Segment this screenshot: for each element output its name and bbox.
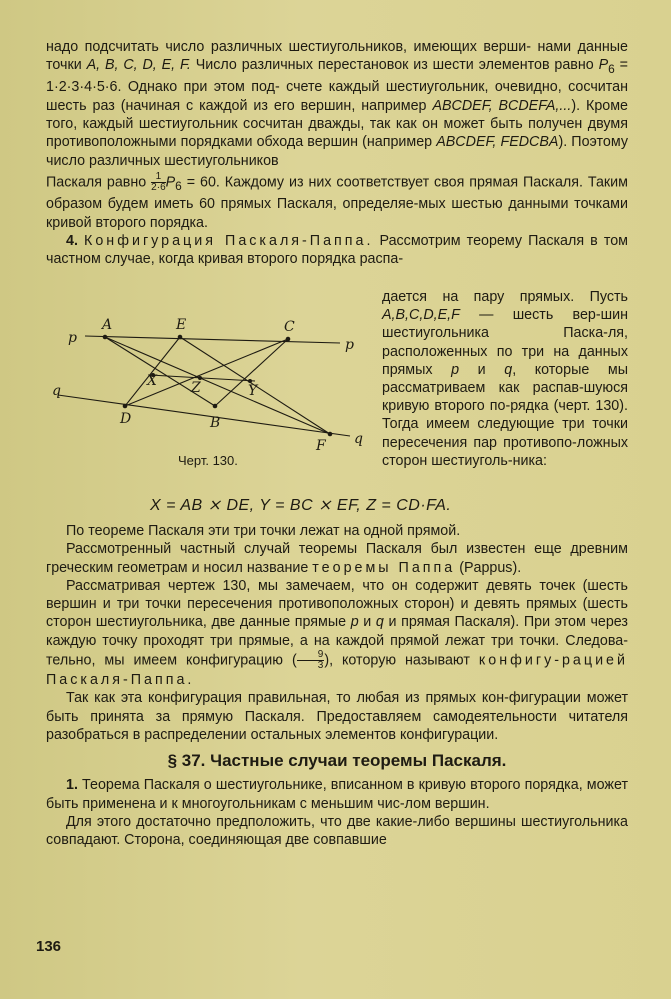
point-C — [286, 337, 291, 342]
paragraph-5: Рассматривая чертеж 130, мы замечаем, что он содержит девять точек (шесть вершин и три точки пересечения противоположных сторон) и девять прямых (шесть сторон шестиугольника, две данные прямые p и q и прямая Паскаля). При этом через каждую точку проходят три прямые, а на каждой прямой лежат три точки. Следова-тельно, мы имеем конфигурацию ( $\frac{9}{3}$ ), которую называют конфигу-рацией Паскаля-Паппа. — [46, 577, 628, 689]
label-C: C — [284, 319, 295, 335]
paragraph-6: Так как эта конфигурация правильная, то любая из прямых кон-фигурации может быть принята за прямую Паскаля. Предоставляем самодеятельности читателя разобраться в распределении остальных элементов конфигурации. — [46, 690, 628, 743]
paragraph-4: Рассмотренный частный случай теоремы Паскаля был известен еще древним греческим геометрам и носил название теоремы Паппа (Pappus). — [46, 541, 628, 576]
label-E: E — [176, 317, 187, 333]
label-F: F — [316, 438, 326, 454]
label-X: X — [147, 373, 157, 389]
paragraph-7: 1. Теорема Паскаля о шестиугольнике, вписанном в кривую второго порядка, может быть применена и к многоугольникам с меньшим чис-лом вершин. — [46, 777, 628, 812]
section-4-intro: 4. Конфигурация Паскаля-Паппа. Рассмотрим теорему Паскаля в том частном случае, когда кривая второго порядка распа- — [46, 232, 628, 268]
page-number: 136 — [36, 938, 62, 955]
point-A — [103, 335, 108, 340]
line-p — [85, 336, 340, 343]
label-q-right: q — [354, 431, 363, 447]
wrapped-text: дается на пару прямых. Пусть A,B,C,D,E,F — шесть вер-шин шестиугольника Паска-ля, расположенных по три на данных прямых p и q, которые мы рассматриваем как распав-шуюся кривую второго по-рядка (черт. 130). Тогда имеем следующие три точки пересечения пар противопо-ложных сторон шестиуголь-ника: — [382, 289, 629, 469]
figure-caption: Черт. 130. — [178, 453, 238, 468]
label-A: A — [102, 317, 113, 333]
paragraph-8: Для этого достаточно предположить, что две какие-либо вершины шестиугольника совпадают. Сторона, соединяющая две совпавшие — [46, 813, 628, 849]
point-E — [178, 335, 183, 340]
label-Z: Z — [191, 380, 201, 396]
fraction-1-over-2x6: $\frac{1}{2\cdot 6}$ — [151, 170, 166, 193]
paragraph-3: По теореме Паскаля эти три точки лежат на одной прямой. — [66, 523, 461, 539]
fraction-9-over-3: $\frac{9}{3}$ — [297, 650, 325, 671]
point-D — [123, 404, 128, 409]
pappus-figure-130 — [50, 305, 375, 465]
line-q — [58, 395, 350, 436]
label-q-left: q — [52, 383, 61, 399]
paragraph-1: надо подсчитать число различных шестиугольников, имеющих верши- нами данные точки A, B, C, D, E, F. Число различных перестановок из шести элементов равно $P_6 = 1\cdot 2\cdot 3\cdot 4\cdot 5\cdot 6$. Однако при этом под- счете каждый шестиугольник, очевидно, сосчитан шесть раз (начиная с каждой из его вершин, например ABCDEF, BCDEFA,...). Кроме того, каждый шестиугольник сосчитан дважды, так как он может быть получен двумя противоположными порядками обхода вершин (например ABCDEF, FEDCBA). Поэтому число различных шестиугольников — [46, 39, 629, 169]
label-p-right: p — [345, 337, 354, 353]
side-DE — [125, 337, 180, 406]
label-B: B — [210, 415, 221, 431]
bottom-text-block — [46, 522, 628, 849]
label-Y: Y — [248, 383, 258, 399]
label-p-left: p — [68, 330, 77, 346]
formula-xyz: X = AB ⨯ DE, Y = BC ⨯ EF, Z = CD·FA. — [150, 497, 452, 514]
paragraph-2: Паскаля равно $\frac{1}{2\cdot 6}$ $P_6 = 60$. Каждому из них соответствует своя прямая Паскаля. Таким образом будем иметь 60 прямых Паскаля, определяе-мых шестью данными точками кривой второго порядка. — [46, 170, 628, 231]
point-B — [213, 404, 218, 409]
point-F — [328, 432, 333, 437]
label-D: D — [120, 411, 132, 427]
top-text-block — [46, 38, 628, 269]
section-37-heading: § 37. Частные случаи теоремы Паскаля. — [167, 751, 507, 771]
